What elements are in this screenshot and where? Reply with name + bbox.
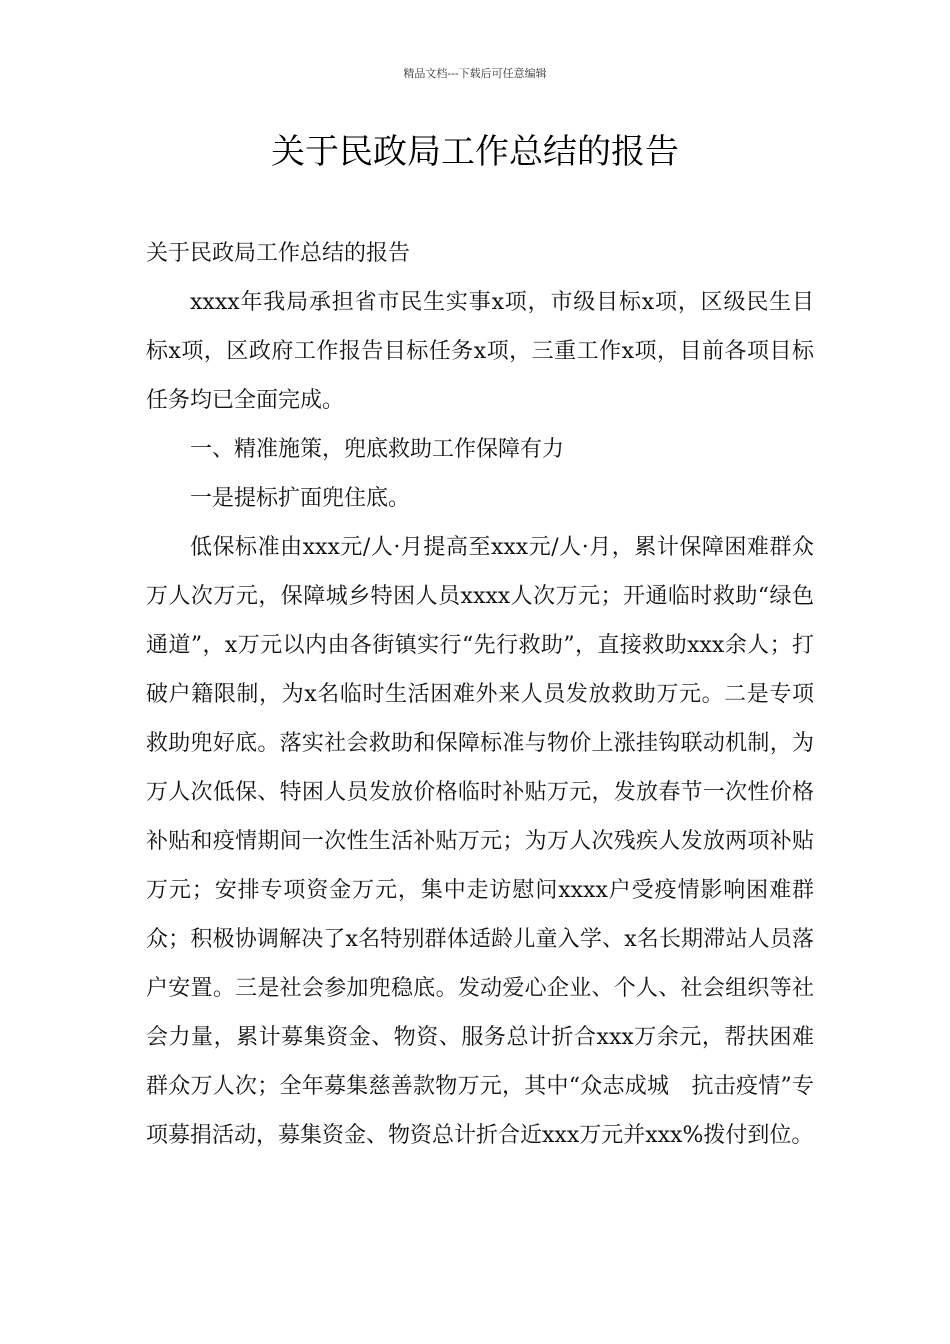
document-title: 关于民政局工作总结的报告 bbox=[271, 132, 679, 172]
page-header-watermark: 精品文档---下载后可任意编辑 bbox=[403, 67, 547, 80]
paragraph-subtitle: 关于民政局工作总结的报告 bbox=[146, 241, 411, 266]
section-heading: 一、精准施策，兜底救助工作保障有力 bbox=[190, 437, 565, 462]
paragraph-overview: xxxx年我局承担省市民生实事x项，市级目标x项，区级民生目标x项，区政府工作报告目标任务x项，三重工作x项，目前各项目标任务均已全面完成。 bbox=[146, 290, 814, 413]
document-body bbox=[146, 229, 814, 1160]
subsection-heading: 一是提标扩面兜住底。 bbox=[190, 486, 411, 511]
paragraph-details: 低保标准由xxx元/人·月提高至xxx元/人·月，累计保障困难群众万人次万元，保障城乡特困人员xxxx人次万元；开通临时救助“绿色通道”，x万元以内由各街镇实行“先行救助”，直接救助xxx余人；打破户籍限制，为x名临时生活困难外来人员发放救助万元。二是专项救助兜好底。落实社会救助和保障标准与物价上涨挂钩联动机制，为万人次低保、特困人员发放价格临时补贴万元，发放春节一次性价格补贴和疫情期间一次性生活补贴万元；为万人次残疾人发放两项补贴万元；安排专项资金万元，集中走访慰问xxxx户受疫情影响困难群众；积极协调解决了x名特别群体适龄儿童入学、x名长期滞站人员落户安置。三是社会参加兜稳底。发动爱心企业、个人、社会组织等社会力量，累计募集资金、物资、服务总计折合xxx万余元，帮扶困难群众万人次；全年募集慈善款物万元，其中“众志成城 抗击疫情”专项募捐活动，募集资金、物资总计折合近xxx万元并xxx%拨付到位。 bbox=[146, 535, 814, 1148]
